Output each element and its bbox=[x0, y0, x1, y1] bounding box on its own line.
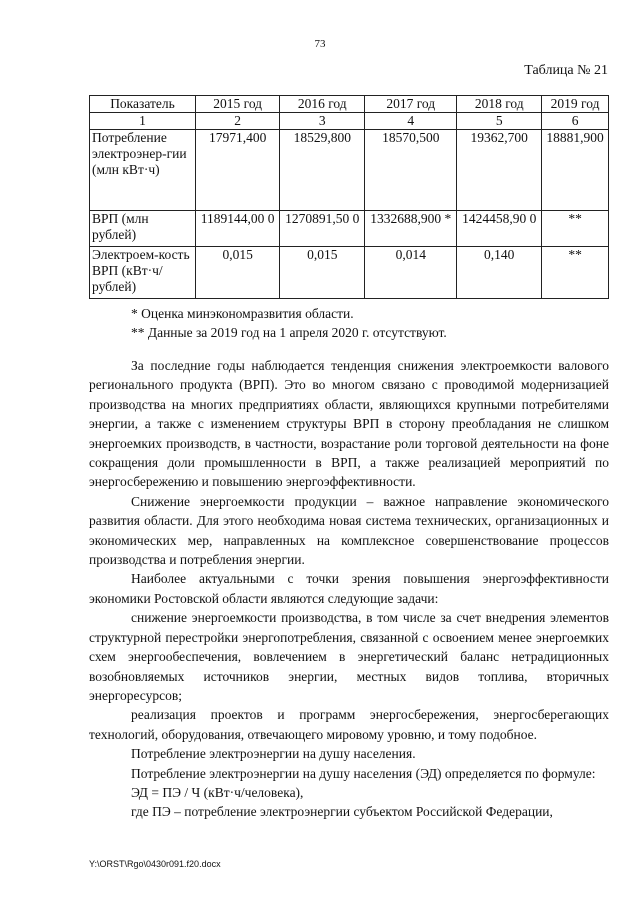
row-label: Потребление электроэнер-гии (млн кВт·ч) bbox=[90, 130, 196, 211]
table-cell: 0,015 bbox=[280, 247, 365, 299]
table-caption: Таблица № 21 bbox=[524, 63, 608, 78]
header-2015: 2015 год bbox=[196, 96, 280, 113]
footnote-1: * Оценка минэкономразвития области. bbox=[131, 306, 354, 321]
index-cell: 6 bbox=[542, 113, 609, 130]
file-path-footer: Y:\ORST\Rgo\0430r091.f20.docx bbox=[89, 859, 221, 869]
table-header-row bbox=[90, 96, 609, 113]
table-index-row bbox=[90, 113, 609, 130]
table-cell: 18881,900 bbox=[542, 130, 609, 211]
data-table bbox=[89, 95, 609, 299]
paragraph: Снижение энергоемкости продукции – важное направление экономического развития области. Для этого необходима новая система технических, организационных и экономических мер, направленных на комплексное совершенствование процессов производства и потребления энергии. bbox=[89, 493, 609, 568]
paragraph: снижение энергоемкости производства, в том числе за счет внедрения элементов структурной перестройки энергопотребления, связанной с освоением менее энергоемких схем энергообеспечения, вовлечением в энергетический баланс нетрадиционных возобновляемых источников энергии, местных видов топлива, вторичных энергоресурсов; bbox=[89, 610, 609, 703]
footnote-2: ** Данные за 2019 год на 1 апреля 2020 г. отсутствуют. bbox=[131, 325, 447, 340]
header-2016: 2016 год bbox=[280, 96, 365, 113]
table-cell: ** bbox=[542, 247, 609, 299]
index-cell: 5 bbox=[457, 113, 542, 130]
index-cell: 3 bbox=[280, 113, 365, 130]
paragraph: За последние годы наблюдается тенденция снижения электроемкости валового регионального продукта (ВРП). Это во многом связано с проводимой модернизацией производства на многих предприятиях области, являющихся крупными потребителями энергии, а также с изменением структуры ВРП в сторону преобладания не слишком энергоемких производств, в частности, возрастание роли торговой деятельности на фоне сокращения доли промышленности в ВРП, а также реализацией мероприятий по энергосбережению и повышению энергоэффективности. bbox=[89, 358, 609, 490]
header-2018: 2018 год bbox=[457, 96, 542, 113]
table-row bbox=[90, 247, 609, 299]
table-cell: 18570,500 bbox=[365, 130, 457, 211]
table-cell: ** bbox=[542, 211, 609, 247]
table-row bbox=[90, 130, 609, 211]
table-cell: 19362,700 bbox=[457, 130, 542, 211]
index-cell: 1 bbox=[90, 113, 196, 130]
index-cell: 4 bbox=[365, 113, 457, 130]
paragraph: реализация проектов и программ энергосбережения, энергосберегающих технологий, оборудования, отвечающего мировому уровню, и тому подобное. bbox=[89, 707, 609, 742]
table-cell: 0,015 bbox=[196, 247, 280, 299]
paragraph: Потребление электроэнергии на душу населения (ЭД) определяется по формуле: bbox=[131, 765, 596, 781]
header-2017: 2017 год bbox=[365, 96, 457, 113]
paragraph: Потребление электроэнергии на душу населения. bbox=[131, 746, 416, 762]
index-cell: 2 bbox=[196, 113, 280, 130]
header-2019: 2019 год bbox=[542, 96, 609, 113]
table-cell: 1332688,900 * bbox=[365, 211, 457, 247]
table-cell: 1189144,00 0 bbox=[196, 211, 280, 247]
table-cell: 0,140 bbox=[457, 247, 542, 299]
table-cell: 18529,800 bbox=[280, 130, 365, 211]
table-row bbox=[90, 211, 609, 247]
header-indicator: Показатель bbox=[90, 96, 196, 113]
body-text bbox=[89, 356, 609, 822]
paragraph: Наиболее актуальными с точки зрения повышения энергоэффективности экономики Ростовской области являются следующие задачи: bbox=[89, 571, 609, 606]
table-cell: 1270891,50 0 bbox=[280, 211, 365, 247]
row-label: Электроем-кость ВРП (кВт·ч/ рублей) bbox=[90, 247, 196, 299]
page-number: 73 bbox=[314, 38, 326, 50]
table-cell: 1424458,90 0 bbox=[457, 211, 542, 247]
formula: ЭД = ПЭ / Ч (кВт·ч/человека), bbox=[131, 784, 304, 800]
table-cell: 0,014 bbox=[365, 247, 457, 299]
table-cell: 17971,400 bbox=[196, 130, 280, 211]
row-label: ВРП (млн рублей) bbox=[90, 211, 196, 247]
paragraph: где ПЭ – потребление электроэнергии субъектом Российской Федерации, bbox=[131, 804, 553, 820]
